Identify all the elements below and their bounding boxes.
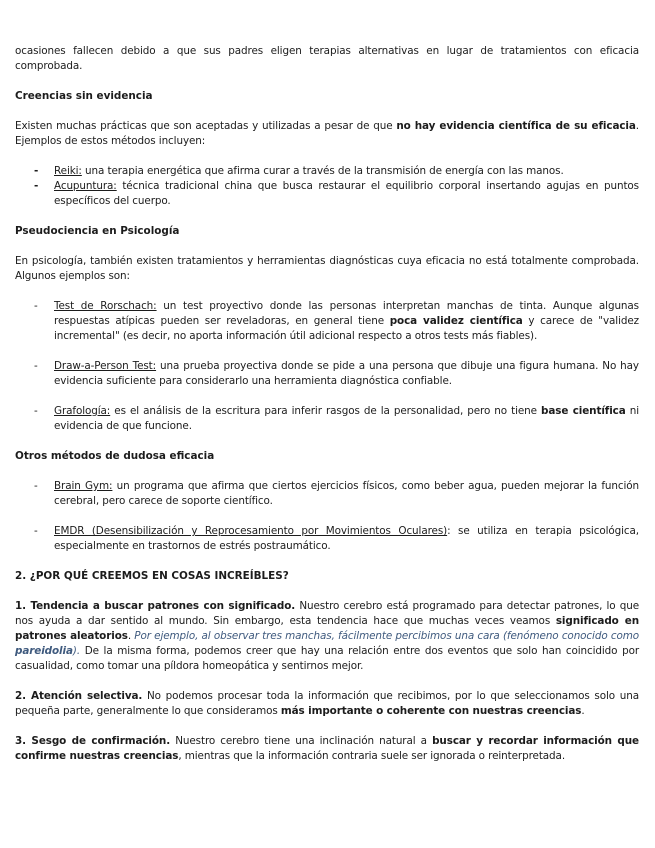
- creencias-intro: Existen muchas prácticas que son aceptadas y utilizadas a pesar de que no hay evidencia científica de su eficacia. Ejemplos de estos métodos incluyen:: [15, 120, 639, 147]
- list-item-draw-a-person: - Draw-a-Person Test: una prueba proyectiva donde se pide a una persona que dibuje una figura humana. No hay evidencia suficiente para considerarlo una herramienta diagnóstica confiable.: [34, 360, 639, 387]
- term-emdr: EMDR (Desensibilización y Reprocesamiento por Movimientos Oculares): [54, 525, 448, 537]
- sesgo-paragraph: 3. Sesgo de confirmación. Nuestro cerebro tiene una inclinación natural a buscar y recordar información que confirme nuestras creencias, mientras que la información contraria suele ser ignorada o reinterpretada.: [15, 735, 639, 762]
- psico-intro: En psicología, también existen tratamientos y herramientas diagnósticas cuya eficacia no está totalmente comprobada. Algunos ejemplos son:: [15, 255, 639, 282]
- patrones-paragraph: 1. Tendencia a buscar patrones con significado. Nuestro cerebro está programado para detectar patrones, lo que nos ayuda a dar sentido al mundo. Sin embargo, esta tendencia hace que muchas veces veamos significado en patrones aleatorios. Por ejemplo, al observar tres manchas, fácilmente percibimos una cara (fenómeno conocido como pareidolia). De la misma forma, podemos creer que hay una relación entre dos eventos que solo han coincidido por casualidad, como tomar una píldora homeopática y sentirnos mejor.: [15, 600, 639, 672]
- term-acupuntura: Acupuntura:: [54, 180, 117, 192]
- term-reiki: Reiki:: [54, 165, 82, 177]
- creencias-list: [15, 164, 639, 209]
- list-item-rorschach: - Test de Rorschach: un test proyectivo donde las personas interpretan manchas de tinta. Aunque algunas respuestas atípicas pueden ser reveladoras, en general tiene poca validez científica y carece de "validez incremental" (es decir, no aporta información útil adicional respecto a otros tests más fiables).: [34, 300, 639, 342]
- intro-tail-paragraph: ocasiones fallecen debido a que sus padres eligen terapias alternativas en lugar de tratamientos con eficacia comprobada.: [15, 45, 639, 72]
- term-draw-a-person: Draw-a-Person Test:: [54, 360, 157, 372]
- list-item-brain-gym: - Brain Gym: un programa que afirma que ciertos ejercicios físicos, como beber agua, pueden mejorar la función cerebral, pero carece de soporte científico.: [34, 480, 639, 507]
- otros-heading: Otros métodos de dudosa eficacia: [15, 450, 215, 462]
- list-item-acupuntura: - Acupuntura: técnica tradicional china que busca restaurar el equilibrio corporal insertando agujas en puntos específicos del cuerpo.: [34, 180, 639, 207]
- psico-list: [15, 299, 639, 344]
- list-item-emdr: - EMDR (Desensibilización y Reprocesamiento por Movimientos Oculares): se utiliza en terapia psicológica, especialmente en trastornos de estrés postraumático.: [34, 525, 640, 552]
- creencias-heading: Creencias sin evidencia: [15, 90, 153, 102]
- list-item-grafologia: - Grafología: es el análisis de la escritura para inferir rasgos de la personalidad, pero no tiene base científica ni evidencia de que funcione.: [34, 405, 640, 432]
- term-brain-gym: Brain Gym:: [54, 480, 113, 492]
- section2-heading: 2. ¿POR QUÉ CREEMOS EN COSAS INCREÍBLES?: [15, 570, 289, 582]
- term-grafologia: Grafología:: [54, 405, 111, 417]
- list-item-reiki: - Reiki: una terapia energética que afirma curar a través de la transmisión de energía con las manos.: [34, 165, 564, 177]
- psico-heading: Pseudociencia en Psicología: [15, 225, 180, 237]
- term-pareidolia: pareidolia: [15, 645, 73, 657]
- term-rorschach: Test de Rorschach:: [54, 300, 157, 312]
- atencion-paragraph: 2. Atención selectiva. No podemos procesar toda la información que recibimos, por lo que seleccionamos solo una pequeña parte, generalmente lo que consideramos más importante o coherente con nuestras creencias.: [15, 690, 639, 717]
